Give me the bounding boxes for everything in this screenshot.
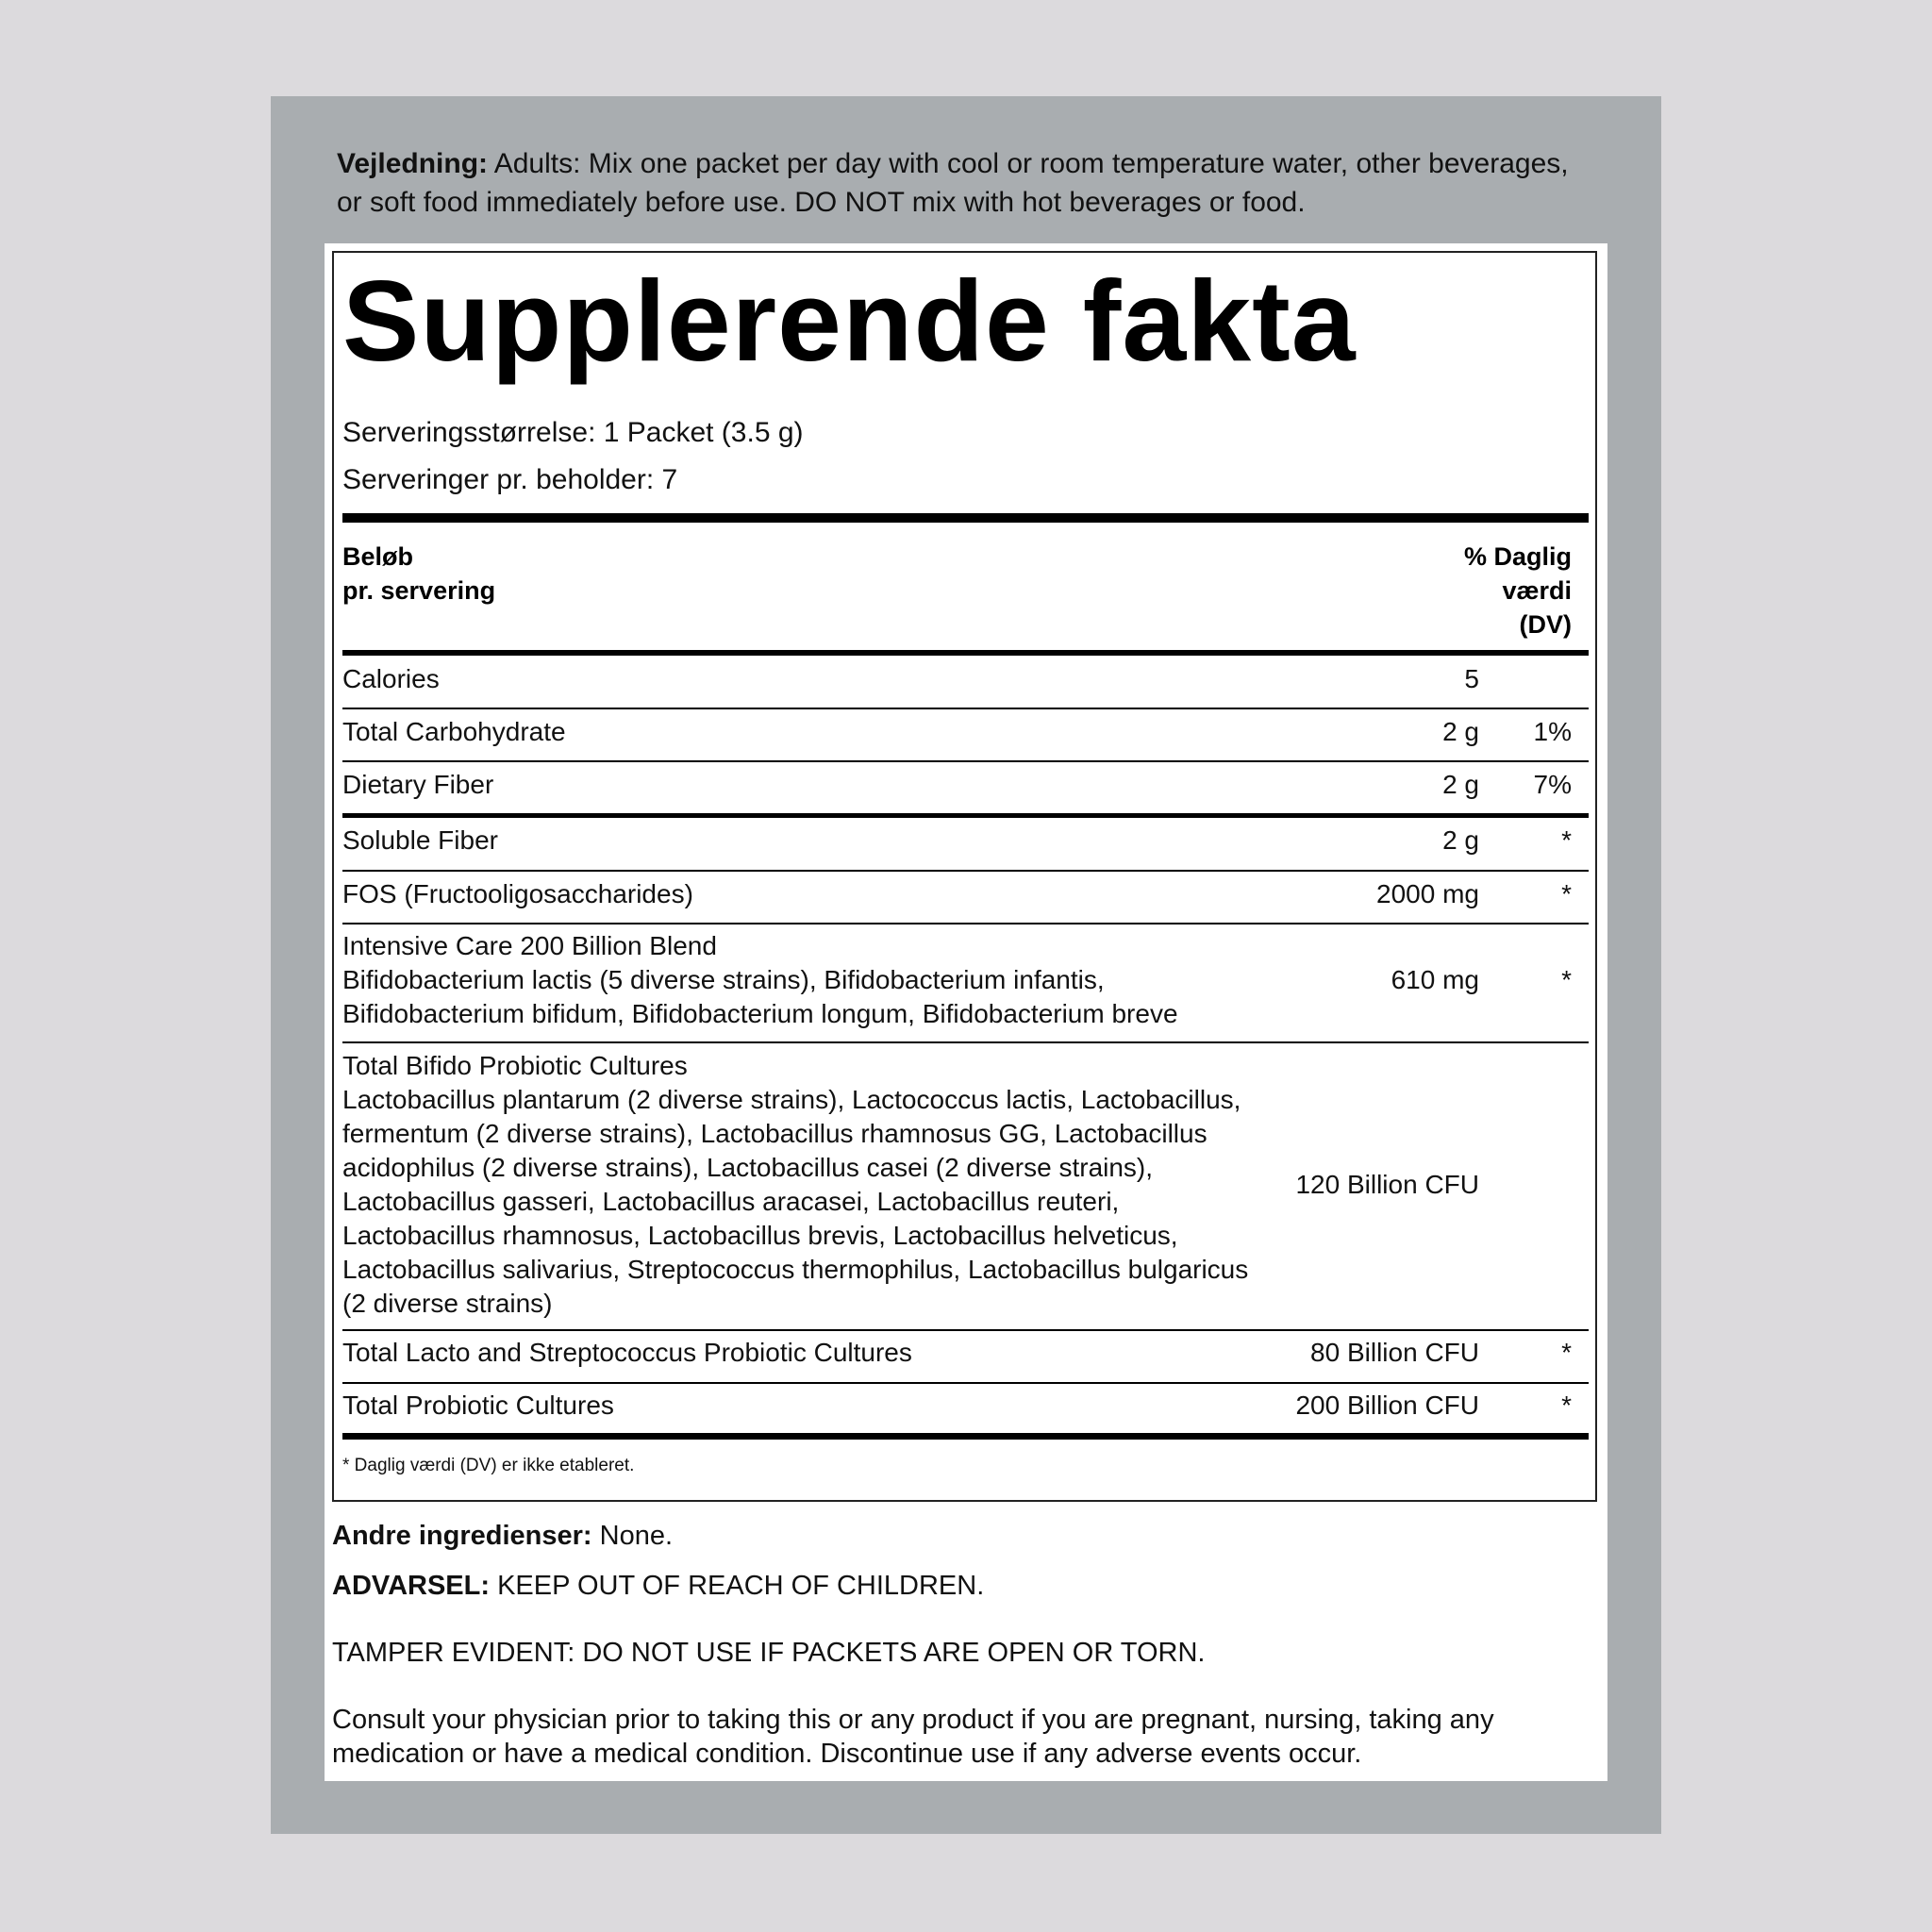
warning-label: ADVARSEL: bbox=[332, 1571, 491, 1601]
nutrient-amount: 5 bbox=[1464, 664, 1479, 693]
nutrient-amount: 2000 mg bbox=[1376, 879, 1479, 908]
blend-line: Lactobacillus rhamnosus, Lactobacillus brevis, Lactobacillus helveticus, bbox=[342, 1221, 1178, 1250]
daily-value-header bbox=[1415, 540, 1572, 641]
nutrient-name bbox=[342, 929, 1178, 1031]
blend-line: fermentum (2 diverse strains), Lactobacillus rhamnosus GG, Lactobacillus bbox=[342, 1119, 1208, 1148]
medium-divider bbox=[342, 813, 1589, 818]
nutrient-dv: 7% bbox=[1533, 770, 1572, 799]
nutrient-dv: 1% bbox=[1533, 717, 1572, 746]
warning bbox=[332, 1569, 1587, 1603]
dv-footnote: * Daglig værdi (DV) er ikke etableret. bbox=[342, 1456, 635, 1475]
blend-line: acidophilus (2 diverse strains), Lactobacillus casei (2 diverse strains), bbox=[342, 1153, 1154, 1182]
nutrient-amount: 2 g bbox=[1442, 825, 1479, 855]
nutrient-amount: 80 Billion CFU bbox=[1310, 1338, 1479, 1367]
nutrient-name: Total Carbohydrate bbox=[342, 717, 566, 746]
nutrient-amount: 610 mg bbox=[1391, 965, 1479, 994]
row-divider bbox=[342, 1382, 1589, 1384]
nutrient-name: Soluble Fiber bbox=[342, 825, 498, 855]
warning-text: KEEP OUT OF REACH OF CHILDREN. bbox=[490, 1571, 985, 1601]
row-divider bbox=[342, 1041, 1589, 1043]
other-ingredients-label: Andre ingredienser: bbox=[332, 1521, 592, 1551]
serving-size: Serveringsstørrelse: 1 Packet (3.5 g) bbox=[342, 417, 804, 448]
nutrient-dv: * bbox=[1561, 879, 1572, 908]
nutrient-dv: * bbox=[1561, 1391, 1572, 1420]
thick-divider-top bbox=[342, 513, 1589, 523]
amount-per-serving-header bbox=[342, 540, 495, 608]
nutrient-row bbox=[342, 1049, 1589, 1321]
nutrient-name bbox=[342, 1049, 1248, 1321]
nutrient-amount: 200 Billion CFU bbox=[1295, 1391, 1479, 1420]
header-left-line-1: Beløb bbox=[342, 542, 414, 571]
row-divider bbox=[342, 708, 1589, 709]
nutrient-dv: * bbox=[1561, 825, 1572, 855]
blend-line: Total Bifido Probiotic Cultures bbox=[342, 1051, 688, 1080]
blend-line: Lactobacillus gasseri, Lactobacillus aracasei, Lactobacillus reuteri, bbox=[342, 1187, 1120, 1216]
header-right-line-1: % Daglig bbox=[1463, 542, 1572, 571]
nutrient-name: FOS (Fructooligosaccharides) bbox=[342, 879, 693, 908]
blend-line: Bifidobacterium lactis (5 diverse strains), Bifidobacterium infantis, bbox=[342, 965, 1105, 994]
servings-per-container: Serveringer pr. beholder: 7 bbox=[342, 464, 678, 495]
blend-line: (2 diverse strains) bbox=[342, 1289, 553, 1318]
facts-title: Supplerende fakta bbox=[342, 257, 1357, 385]
nutrient-amount: 120 Billion CFU bbox=[1295, 1170, 1479, 1199]
blend-line: Intensive Care 200 Billion Blend bbox=[342, 931, 717, 960]
other-ingredients bbox=[332, 1519, 1587, 1553]
nutrient-dv: * bbox=[1561, 1338, 1572, 1367]
row-divider bbox=[342, 760, 1589, 762]
row-divider bbox=[342, 1329, 1589, 1331]
thick-divider-bottom bbox=[342, 1433, 1589, 1440]
nutrient-amount: 2 g bbox=[1442, 770, 1479, 799]
directions-label: Vejledning: bbox=[337, 148, 489, 179]
directions-body: Adults: Mix one packet per day with cool or room temperature water, other beverages, or soft food immediately before use. DO NOT mix with hot beverages or food. bbox=[337, 148, 1569, 218]
nutrient-name: Dietary Fiber bbox=[342, 770, 494, 799]
blend-line: Bifidobacterium bifidum, Bifidobacterium longum, Bifidobacterium breve bbox=[342, 999, 1178, 1028]
nutrient-name: Calories bbox=[342, 664, 440, 693]
header-right-line-3: (DV) bbox=[1519, 610, 1572, 639]
nutrient-row bbox=[342, 929, 1589, 1031]
blend-line: Lactobacillus salivarius, Streptococcus thermophilus, Lactobacillus bulgaricus bbox=[342, 1255, 1249, 1284]
tamper-evident-notice: TAMPER EVIDENT: DO NOT USE IF PACKETS ARE OPEN OR TORN. bbox=[332, 1638, 1206, 1668]
header-left-line-2: pr. servering bbox=[342, 576, 496, 605]
nutrient-dv: * bbox=[1561, 965, 1572, 994]
consult-physician-notice: Consult your physician prior to taking this or any product if you are pregnant, nursing, taking any medication or have a medical condition. Discontinue use if any adverse events occur. bbox=[332, 1705, 1494, 1769]
nutrient-name: Total Lacto and Streptococcus Probiotic Cultures bbox=[342, 1338, 912, 1367]
directions-text bbox=[337, 144, 1601, 222]
other-ingredients-value: None. bbox=[591, 1521, 674, 1551]
row-divider bbox=[342, 923, 1589, 924]
nutrient-name: Total Probiotic Cultures bbox=[342, 1391, 614, 1420]
thick-divider-header bbox=[342, 650, 1589, 656]
blend-line: Lactobacillus plantarum (2 diverse strains), Lactococcus lactis, Lactobacillus, bbox=[342, 1085, 1241, 1114]
header-right-line-2: værdi bbox=[1502, 576, 1572, 605]
nutrient-amount: 2 g bbox=[1442, 717, 1479, 746]
row-divider bbox=[342, 870, 1589, 872]
